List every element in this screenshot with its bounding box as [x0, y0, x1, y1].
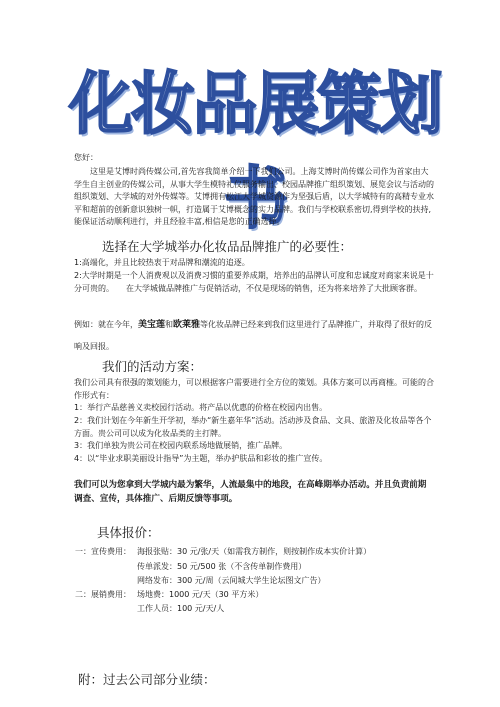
section-heading-plan: 我们的活动方案： — [102, 359, 203, 374]
pricing-row-flyer: 传单派发：50 元/500 张（不含传单制作费用） — [137, 562, 307, 571]
intro-paragraph: 这里是艾博时尚传媒公司,首先容我简单介绍一下我们公司。上海艾博时尚传媒公司作为首家由大学生自主创业的传媒公司，从事大学生模特礼仪服务输出、校园品牌推广组织策划、展览会议与活动的组织策划、大学城的对外传媒等。艾博拥有松江大学城资源作为坚强后盾，以大学城特有的高精专业水平和超前的创新意识独树一帜，打造属于艾博概念的实力品牌。我们与学校联系密切,得到学校的扶持,能保证活动顺利进行，并且经验丰富,相信是您的正确选择。 — [74, 167, 434, 227]
appendix-heading: 附：过去公司部分业绩： — [78, 672, 216, 687]
plan-bold-note: 我们可以为您拿到大学城内最为繁华，人流最集中的地段，在高峰期举办活动。并且负责前期调查、宣传，具体推广、后期反馈等事项。 — [74, 480, 427, 504]
pricing-row-poster: 海报张贴：30 元/张/天（如需我方制作，则按制作成本实价计算） — [137, 547, 372, 556]
brand-maybelline: 美宝莲 — [138, 320, 166, 330]
plan-line-2: 2：我们计划在今年新生开学初，举办“新生嘉年华”活动。活动涉及食品、文具、旅游及化妆品等各个方面。贵公司可以成为化妆品类的主打牌。 — [74, 416, 432, 438]
plan-line-1: 1：举行产品慈善义卖校园行活动。将产品以优惠的价格在校园内出售。 — [74, 403, 328, 412]
example-and: 和 — [165, 320, 174, 329]
example-suffix: 等化妆品牌已经来到我们这里进行了品牌推广，并取得了很好的反响及回报。 — [74, 320, 433, 351]
example-prefix: 例如：就在今年， — [74, 320, 138, 329]
document-title: 化妆品展策划书 — [69, 65, 441, 239]
pricing-row-venue: 场地费：1000 元/天（30 平方米） — [137, 590, 264, 599]
pricing-row-staff: 工作人员：100 元/天/人 — [137, 604, 225, 613]
necessity-item-1: 1:高端化，并且比较热衷于对品牌和潮流的追逐。 — [74, 258, 250, 267]
plan-line-3: 3：我们单独为贵公司在校园内联系场地做展销，推广品牌。 — [74, 441, 288, 450]
section-heading-pricing: 具体报价： — [97, 525, 160, 540]
pricing-label-promotion: 一：宣传费用： — [75, 547, 131, 556]
section-heading-necessity: 选择在大学城举办化妆品品牌推广的必要性： — [102, 239, 353, 254]
plan-line-4: 4：以“毕业求职美丽设计指导”为主题，举办护肤品和彩妆的推广宣传。 — [74, 454, 328, 463]
pricing-row-online: 网络发布：300 元/周（云间城大学生论坛图文广告） — [137, 576, 326, 585]
necessity-item-2: 2:大学时期是一个人消费观以及消费习惯的重要养成期，培养出的品牌认可度和忠诚度对商家来说是十分可贵的。 在大学城做品牌推广与促销活动，不仅是现场的销售，还为将来培养了大批顾客群。 — [74, 271, 434, 293]
pricing-label-exhibition: 二：展销费用： — [75, 590, 131, 599]
plan-line-intro: 我们公司具有很强的策划能力，可以根据客户需要进行全方位的策划。具体方案可以再商榷。可能的合作形式有： — [74, 378, 434, 400]
greeting: 您好： — [74, 153, 98, 162]
brand-loreal: 欧莱雅 — [173, 320, 201, 330]
example-paragraph — [74, 314, 434, 357]
